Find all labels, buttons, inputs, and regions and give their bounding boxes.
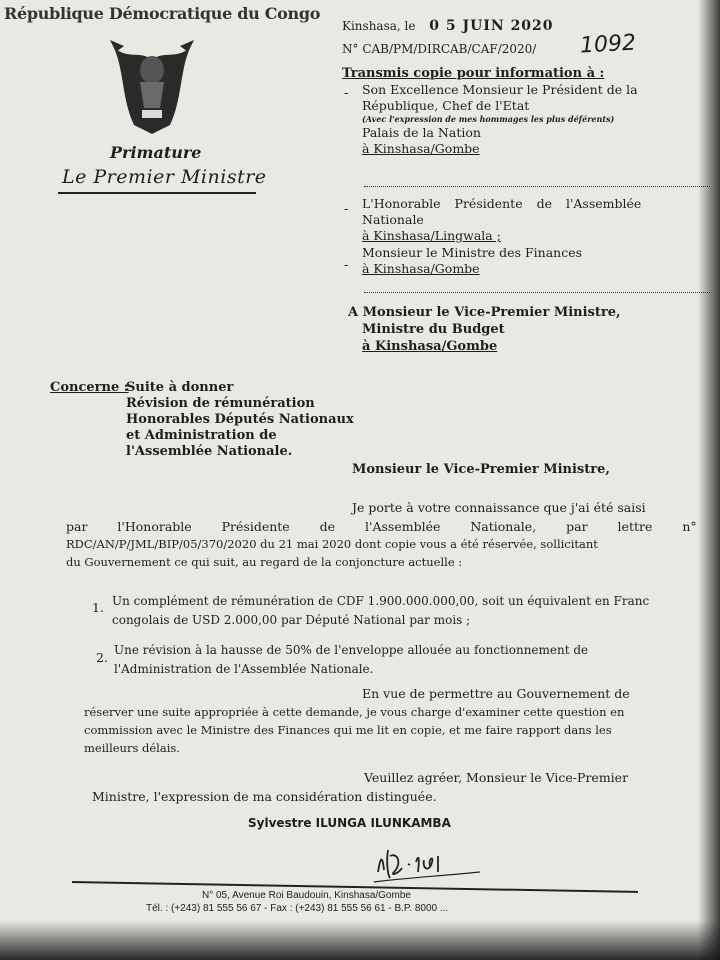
item-line: l'Administration de l'Assemblée Nationale. — [114, 662, 374, 676]
premier-ministre-title: Le Premier Ministre — [62, 166, 267, 188]
dotted-separator — [364, 292, 710, 293]
subject-line: Suite à donner — [126, 380, 234, 395]
reference-number: 1092 — [579, 30, 637, 59]
primature-label: Primature — [110, 143, 202, 162]
recipient-president — [362, 82, 638, 157]
concerne-label: Concerne : — [50, 380, 129, 395]
page-edge-shadow — [698, 0, 720, 960]
recipient-place: à Kinshasa/Lingwala ; — [362, 228, 501, 243]
recipient-line: République, Chef de l'Etat — [362, 98, 530, 113]
subject-line: Révision de rémunération — [126, 396, 315, 411]
subject-line: l'Assemblée Nationale. — [126, 444, 293, 459]
bullet-dash: - — [344, 86, 349, 101]
item-number: 2. — [96, 650, 108, 665]
recipient-line: L'Honorable Présidente de l'Assemblée — [362, 196, 642, 211]
body-line: réserver une suite appropriée à cette demande, je vous charge d'examiner cette question en — [84, 705, 625, 719]
recipient-finance — [362, 245, 582, 277]
recipient-place: à Kinshasa/Gombe — [362, 141, 480, 156]
republic-name: République Démocratique du Congo — [4, 4, 321, 23]
body-line: Je porte à votre connaissance que j'ai été saisi — [352, 500, 646, 515]
item-line: congolais de USD 2.000,00 par Député National par mois ; — [112, 613, 471, 627]
item-line: Une révision à la hausse de 50% de l'enveloppe allouée au fonctionnement de — [114, 643, 589, 657]
salutation: Monsieur le Vice-Premier Ministre, — [352, 462, 610, 477]
bullet-dash: - — [344, 258, 349, 273]
handwritten-signature-icon — [372, 842, 482, 886]
body-line: meilleurs délais. — [84, 741, 180, 755]
list-item — [114, 641, 588, 679]
recipient-place: Palais de la Nation — [362, 125, 481, 140]
addressee-line: à Kinshasa/Gombe — [362, 339, 498, 354]
national-emblem-icon — [104, 30, 200, 140]
place-label: Kinshasa, le — [342, 19, 416, 33]
footer-contact: Tél. : (+243) 81 555 56 67 - Fax : (+243) 81 555 56 61 - B.P. 8000 ... — [146, 903, 449, 914]
subject-line: Honorables Députés Nationaux — [126, 412, 354, 427]
recipient-line: Monsieur le Ministre des Finances — [362, 245, 583, 260]
concerne-subject — [126, 380, 354, 460]
footer-address: N° 05, Avenue Roi Baudouin, Kinshasa/Gombe — [202, 890, 411, 901]
recipient-assembly — [362, 196, 641, 244]
addressee-line: Ministre du Budget — [362, 322, 505, 337]
reference-line: N° CAB/PM/DIRCAB/CAF/2020/ — [342, 42, 537, 56]
body-line: En vue de permettre au Gouvernement de — [362, 686, 630, 701]
body-line: Ministre, l'expression de ma considération distinguée. — [92, 789, 437, 804]
bullet-dash: - — [344, 202, 349, 217]
body-line: Veuillez agréer, Monsieur le Vice-Premier — [364, 770, 629, 785]
list-item — [112, 592, 649, 630]
body-line: du Gouvernement ce qui suit, au regard de la conjoncture actuelle : — [66, 555, 463, 569]
recipient-line: Son Excellence Monsieur le Président de la — [362, 82, 638, 97]
recipient-place: à Kinshasa/Gombe — [362, 261, 480, 276]
title-underline — [58, 192, 256, 194]
addressee-block — [348, 304, 621, 355]
item-line: Un complément de rémunération de CDF 1.900.000.000,00, soit un équivalent en Franc — [112, 594, 650, 608]
transmission-heading: Transmis copie pour information à : — [342, 66, 605, 81]
body-line: RDC/AN/P/JML/BIP/05/370/2020 du 21 mai 2020 dont copie vous a été réservée, sollicitant — [66, 537, 598, 551]
addressee-line: A Monsieur le Vice-Premier Ministre, — [348, 305, 621, 320]
body-line: commission avec le Ministre des Finances qui me lit en copie, et me faire rapport dans les — [84, 723, 612, 737]
place-date — [342, 18, 554, 34]
subject-line: et Administration de — [126, 428, 277, 443]
recipient-note: (Avec l'expression de mes hommages les plus déférents) — [362, 114, 615, 124]
recipient-line: Nationale — [362, 212, 424, 227]
signatory-name: Sylvestre ILUNGA ILUNKAMBA — [248, 816, 451, 830]
date-stamp: 0 5 JUIN 2020 — [429, 18, 554, 34]
item-number: 1. — [92, 600, 104, 615]
page-bottom-shadow — [0, 920, 720, 960]
dotted-separator — [364, 186, 710, 187]
body-line: par l'Honorable Présidente de l'Assemblée Nationale, par lettre n° — [66, 519, 697, 534]
